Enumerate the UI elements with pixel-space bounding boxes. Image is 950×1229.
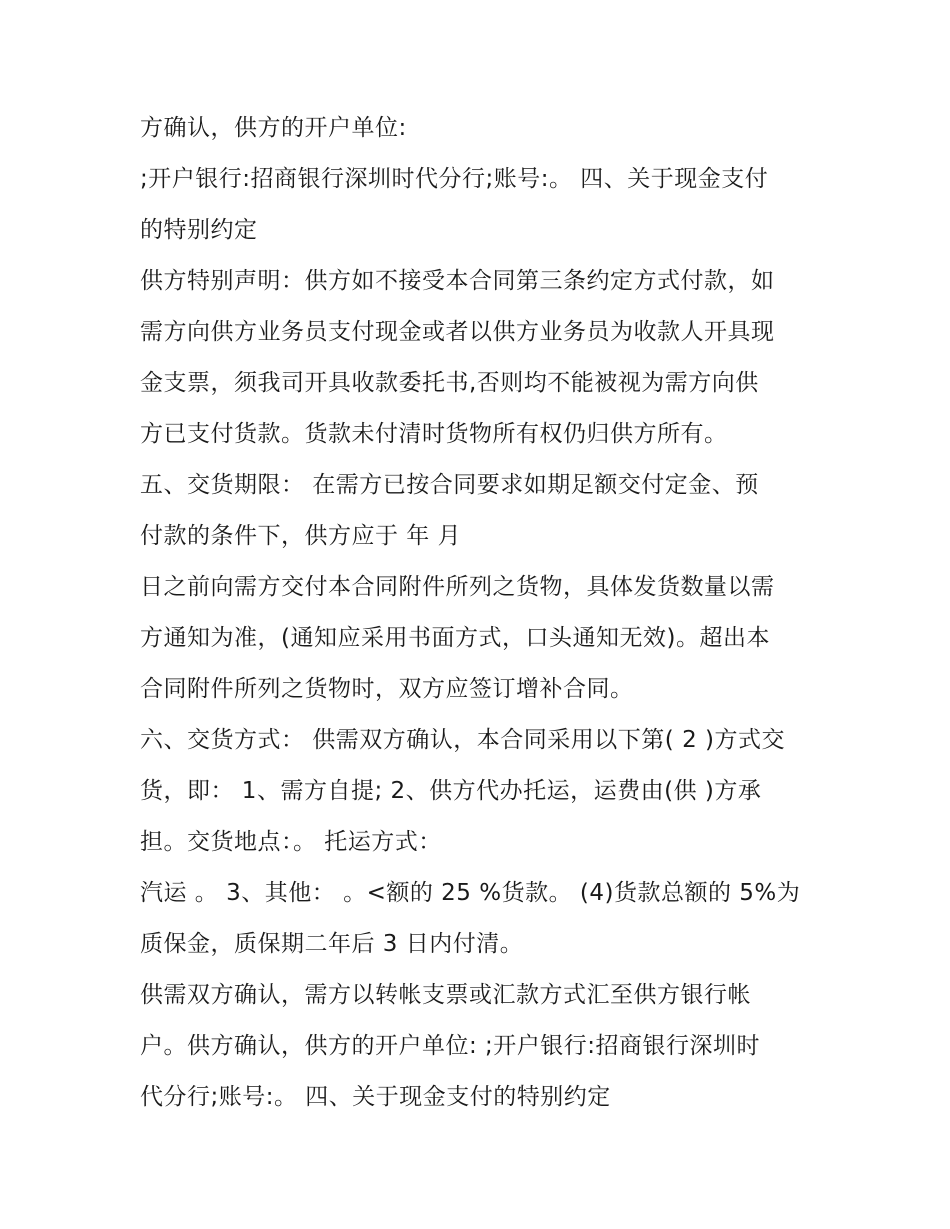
text-line: 日之前向需方交付本合同附件所列之货物，具体发货数量以需	[140, 574, 775, 600]
text-line: 汽运 。 3、其他： 。<额的 25 %货款。 (4)货款总额的 5%为	[140, 880, 801, 906]
text-line: ;开户银行:招商银行深圳时代分行;账号:。 四、关于现金支付	[140, 166, 769, 192]
text-line: 供需双方确认，需方以转帐支票或汇款方式汇至供方银行帐	[140, 982, 751, 1008]
text-line: 五、交货期限： 在需方已按合同要求如期足额交付定金、预	[140, 472, 759, 498]
text-line: 六、交货方式： 供需双方确认，本合同采用以下第( 2 )方式交	[140, 727, 786, 753]
text-line: 金支票，须我司开具收款委托书,否则均不能被视为需方向供	[140, 370, 759, 396]
text-line: 方通知为准，(通知应采用书面方式，口头通知无效)。超出本	[140, 625, 770, 651]
text-line: 付款的条件下，供方应于 年 月	[140, 523, 462, 549]
text-line: 方确认，供方的开户单位:	[140, 115, 407, 141]
text-line: 户。供方确认，供方的开户单位: ;开户银行:招商银行深圳时	[140, 1033, 761, 1059]
text-line: 代分行;账号:。 四、关于现金支付的特别约定	[140, 1084, 611, 1110]
text-line: 货，即： 1、需方自提; 2、供方代办托运，运费由(供 )方承	[140, 778, 762, 804]
text-line: 质保金，质保期二年后 3 日内付清。	[140, 931, 524, 957]
text-line: 需方向供方业务员支付现金或者以供方业务员为收款人开具现	[140, 319, 775, 345]
text-line: 担。交货地点：。 托运方式：	[140, 829, 442, 855]
text-line: 的特别约定	[140, 217, 258, 243]
text-line: 合同附件所列之货物时，双方应签订增补合同。	[140, 676, 634, 702]
text-line: 方已支付货款。货款未付清时货物所有权仍归供方所有。	[140, 421, 728, 447]
text-line: 供方特别声明：供方如不接受本合同第三条约定方式付款，如	[140, 268, 775, 294]
